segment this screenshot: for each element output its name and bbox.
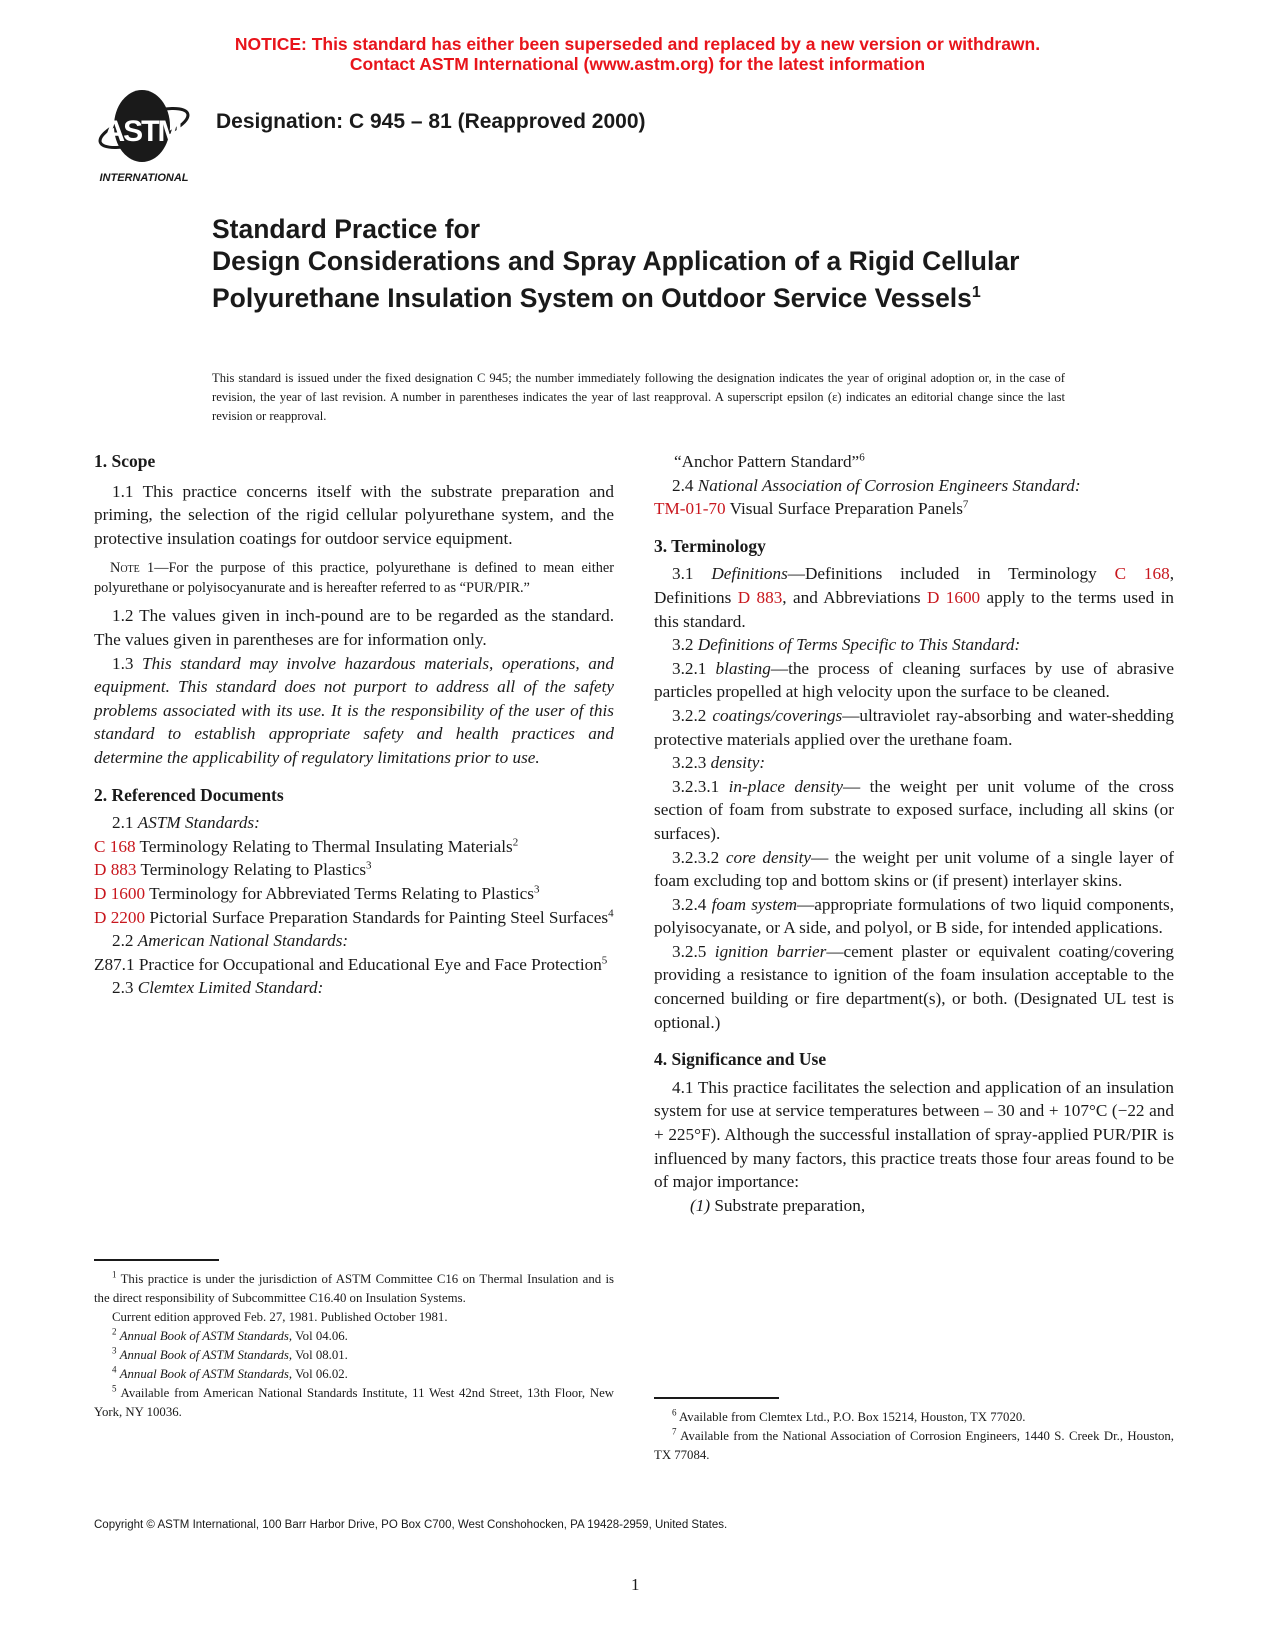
para-1-1: 1.1 This practice concerns itself with the substrate preparation and priming, the selection of the rigid cellular polyurethane system, and the protective insulation coatings for outdoor service equipment. xyxy=(94,481,614,548)
section-3-heading: 3. Terminology xyxy=(654,535,766,556)
def-3-2-3-2: 3.2.3.2 core density— the weight per unit volume of a single layer of foam excluding top and bottom skins or (if present) interlayer skins. xyxy=(654,847,1175,891)
ref-link-d883[interactable]: D 883 xyxy=(94,860,137,880)
para-2-1: 2.1 ASTM Standards: xyxy=(112,813,260,833)
footnotes-left xyxy=(94,1270,614,1422)
para-1-3: 1.3 This standard may involve hazardous materials, operations, and equipment. This standard does not purport to address all of the safety problems associated with its use. It is the responsibility of the user of this standard to establish appropriate safety and health practices and determine the applicability of regulatory limitations prior to use. xyxy=(94,653,614,767)
svg-text:ASTM: ASTM xyxy=(103,115,181,148)
def-3-2-1: 3.2.1 blasting—the process of cleaning surfaces by use of abrasive particles propelled at high velocity upon the surface to be cleaned. xyxy=(654,658,1174,702)
footnotes-right xyxy=(654,1408,1174,1465)
ref-link-d883-inline[interactable]: D 883 xyxy=(737,587,783,607)
ref-d2200: D 2200 Pictorial Surface Preparation Standards for Painting Steel Surfaces$^4$ xyxy=(94,906,614,927)
ref-link-c168[interactable]: C 168 xyxy=(94,836,136,856)
para-2-4: 2.4 National Association of Corrosion Engineers Standard: xyxy=(672,475,1081,495)
ref-z87: Z87.1 Practice for Occupational and Educational Eye and Face Protection$^5$ xyxy=(94,953,608,974)
ref-tm-01-70: TM-01-70 Visual Surface Preparation Panels$^7$ xyxy=(654,498,969,519)
title-footnote-ref[interactable]: 1 xyxy=(971,284,981,301)
svg-text:INTERNATIONAL: INTERNATIONAL xyxy=(99,172,189,184)
def-3-2-3: 3.2.3 density: xyxy=(672,753,766,773)
notice-line-2: Contact ASTM International (www.astm.org) for the latest information xyxy=(349,54,926,74)
ref-d1600: D 1600 Terminology for Abbreviated Terms Relating to Plastics$^3$ xyxy=(94,883,540,903)
designation: Designation: C 945 – 81 (Reapproved 2000) xyxy=(216,110,646,133)
footnote-rule-left xyxy=(94,1259,219,1261)
list-item-1: (1) Substrate preparation, xyxy=(690,1195,866,1215)
ref-link-d2200[interactable]: D 2200 xyxy=(94,907,146,927)
para-4-1: 4.1 This practice facilitates the selection and application of an insulation system for use at service temperatures between – 30 and + 107°C (−22 and + 225°F). Although the successful installation of spray-applied PUR/PIR is influenced by many factors, this practice treats those four areas found to be of major importance: xyxy=(654,1077,1174,1192)
page-number: 1 xyxy=(631,1575,640,1594)
section-4-heading: 4. Significance and Use xyxy=(654,1049,827,1070)
ref-d883: D 883 Terminology Relating to Plastics$^3$ xyxy=(94,859,372,880)
astm-logo-icon xyxy=(92,86,200,186)
footnote-7: $^7$ Available from the National Association of Corrosion Engineers, 1440 S. Creek Dr., Houston, TX 77084. xyxy=(654,1426,1174,1462)
para-3-1: 3.1 Definitions—Definitions included in Terminology C 168, Definitions D 883, and Abbreviations D 1600 apply to the terms used in this standard. xyxy=(654,564,1174,631)
footnote-6: $^6$ Available from Clemtex Ltd., P.O. Box 15214, Houston, TX 77020. xyxy=(672,1407,1026,1424)
left-column xyxy=(94,450,614,1000)
right-column xyxy=(654,450,1174,1217)
note-1: Note 1—For the purpose of this practice, polyurethane is defined to mean either polyurethane or polyisocyanurate and is hereafter referred to as “PUR/PIR.” xyxy=(94,560,614,597)
anchor-pattern-standard: “Anchor Pattern Standard”$^6$ xyxy=(674,451,865,471)
para-2-2: 2.2 American National Standards: xyxy=(112,931,349,951)
ref-link-d1600[interactable]: D 1600 xyxy=(94,883,146,903)
section-1-heading: 1. Scope xyxy=(94,451,156,471)
def-3-2-2: 3.2.2 coatings/coverings—ultraviolet ray-absorbing and water-shedding protective materials applied over the urethane foam. xyxy=(654,705,1174,749)
para-2-3: 2.3 Clemtex Limited Standard: xyxy=(112,978,324,998)
def-3-2-5: 3.2.5 ignition barrier—cement plaster or equivalent coating/covering providing a resistance to ignition of the foam insulation acceptable to the concerned building or fire department(s), or both. (Designated UL test is optional.) xyxy=(654,941,1175,1032)
footnote-4: $^4$ Annual Book of ASTM Standards, Vol 06.02. xyxy=(112,1364,348,1381)
astm-logo xyxy=(92,86,200,186)
ref-c168: C 168 Terminology Relating to Thermal Insulating Materials$^2$ xyxy=(94,835,519,856)
footnote-5: $^5$ Available from American National Standards Institute, 11 West 42nd Street, 13th Floor, New York, NY 10036. xyxy=(94,1383,614,1419)
notice-line-1: NOTICE: This standard has either been superseded and replaced by a new version or withdrawn. xyxy=(234,34,1041,54)
footnote-3: $^3$ Annual Book of ASTM Standards, Vol 08.01. xyxy=(112,1345,348,1362)
issuance-note: This standard is issued under the fixed designation C 945; the number immediately following the designation indicates the year of original adoption or, in the case of revision, the year of last revision. A number in parentheses indicates the year of last reapproval. A superscript epsilon (ε) indicates an editorial change since the last revision or reapproval. xyxy=(212,371,1065,423)
title-line-1: Standard Practice for xyxy=(212,214,481,244)
copyright: Copyright © ASTM International, 100 Barr Harbor Drive, PO Box C700, West Conshohocken, PA 19428-2959, United States. xyxy=(94,1519,728,1531)
title-main: Design Considerations and Spray Application of a Rigid Cellular Polyurethane Insulation System on Outdoor Service Vessels$^1$ xyxy=(212,245,1020,313)
section-2-heading: 2. Referenced Documents xyxy=(94,784,284,805)
footnote-2: $^2$ Annual Book of ASTM Standards, Vol 04.06. xyxy=(112,1326,348,1343)
footnote-rule-right xyxy=(654,1397,779,1399)
document-title xyxy=(212,214,1092,314)
def-3-2-4: 3.2.4 foam system—appropriate formulations of two liquid components, polyisocyanate, or A side, and polyol, or B side, for intended applications. xyxy=(654,894,1175,938)
footnote-1: $^1$ This practice is under the jurisdiction of ASTM Committee C16 on Thermal Insulation and is the direct responsibility of Subcommittee C16.40 on Insulation Systems. xyxy=(94,1269,614,1305)
ref-link-d1600-inline[interactable]: D 1600 xyxy=(926,587,981,607)
para-1-2: 1.2 The values given in inch-pound are to be regarded as the standard. The values given in parentheses are for information only. xyxy=(94,606,614,649)
para-3-2: 3.2 Definitions of Terms Specific to This Standard: xyxy=(672,635,1021,655)
footnote-current-edition: Current edition approved Feb. 27, 1981. Published October 1981. xyxy=(112,1310,448,1324)
def-3-2-3-1: 3.2.3.1 in-place density— the weight per unit volume of the cross section of foam from substrate to exposed surface, including all skins (or surfaces). xyxy=(654,776,1174,843)
ref-link-tm-01-70[interactable]: TM-01-70 xyxy=(654,499,726,519)
ref-link-c168-inline[interactable]: C 168 xyxy=(1114,564,1170,584)
supersession-notice xyxy=(0,34,1275,74)
